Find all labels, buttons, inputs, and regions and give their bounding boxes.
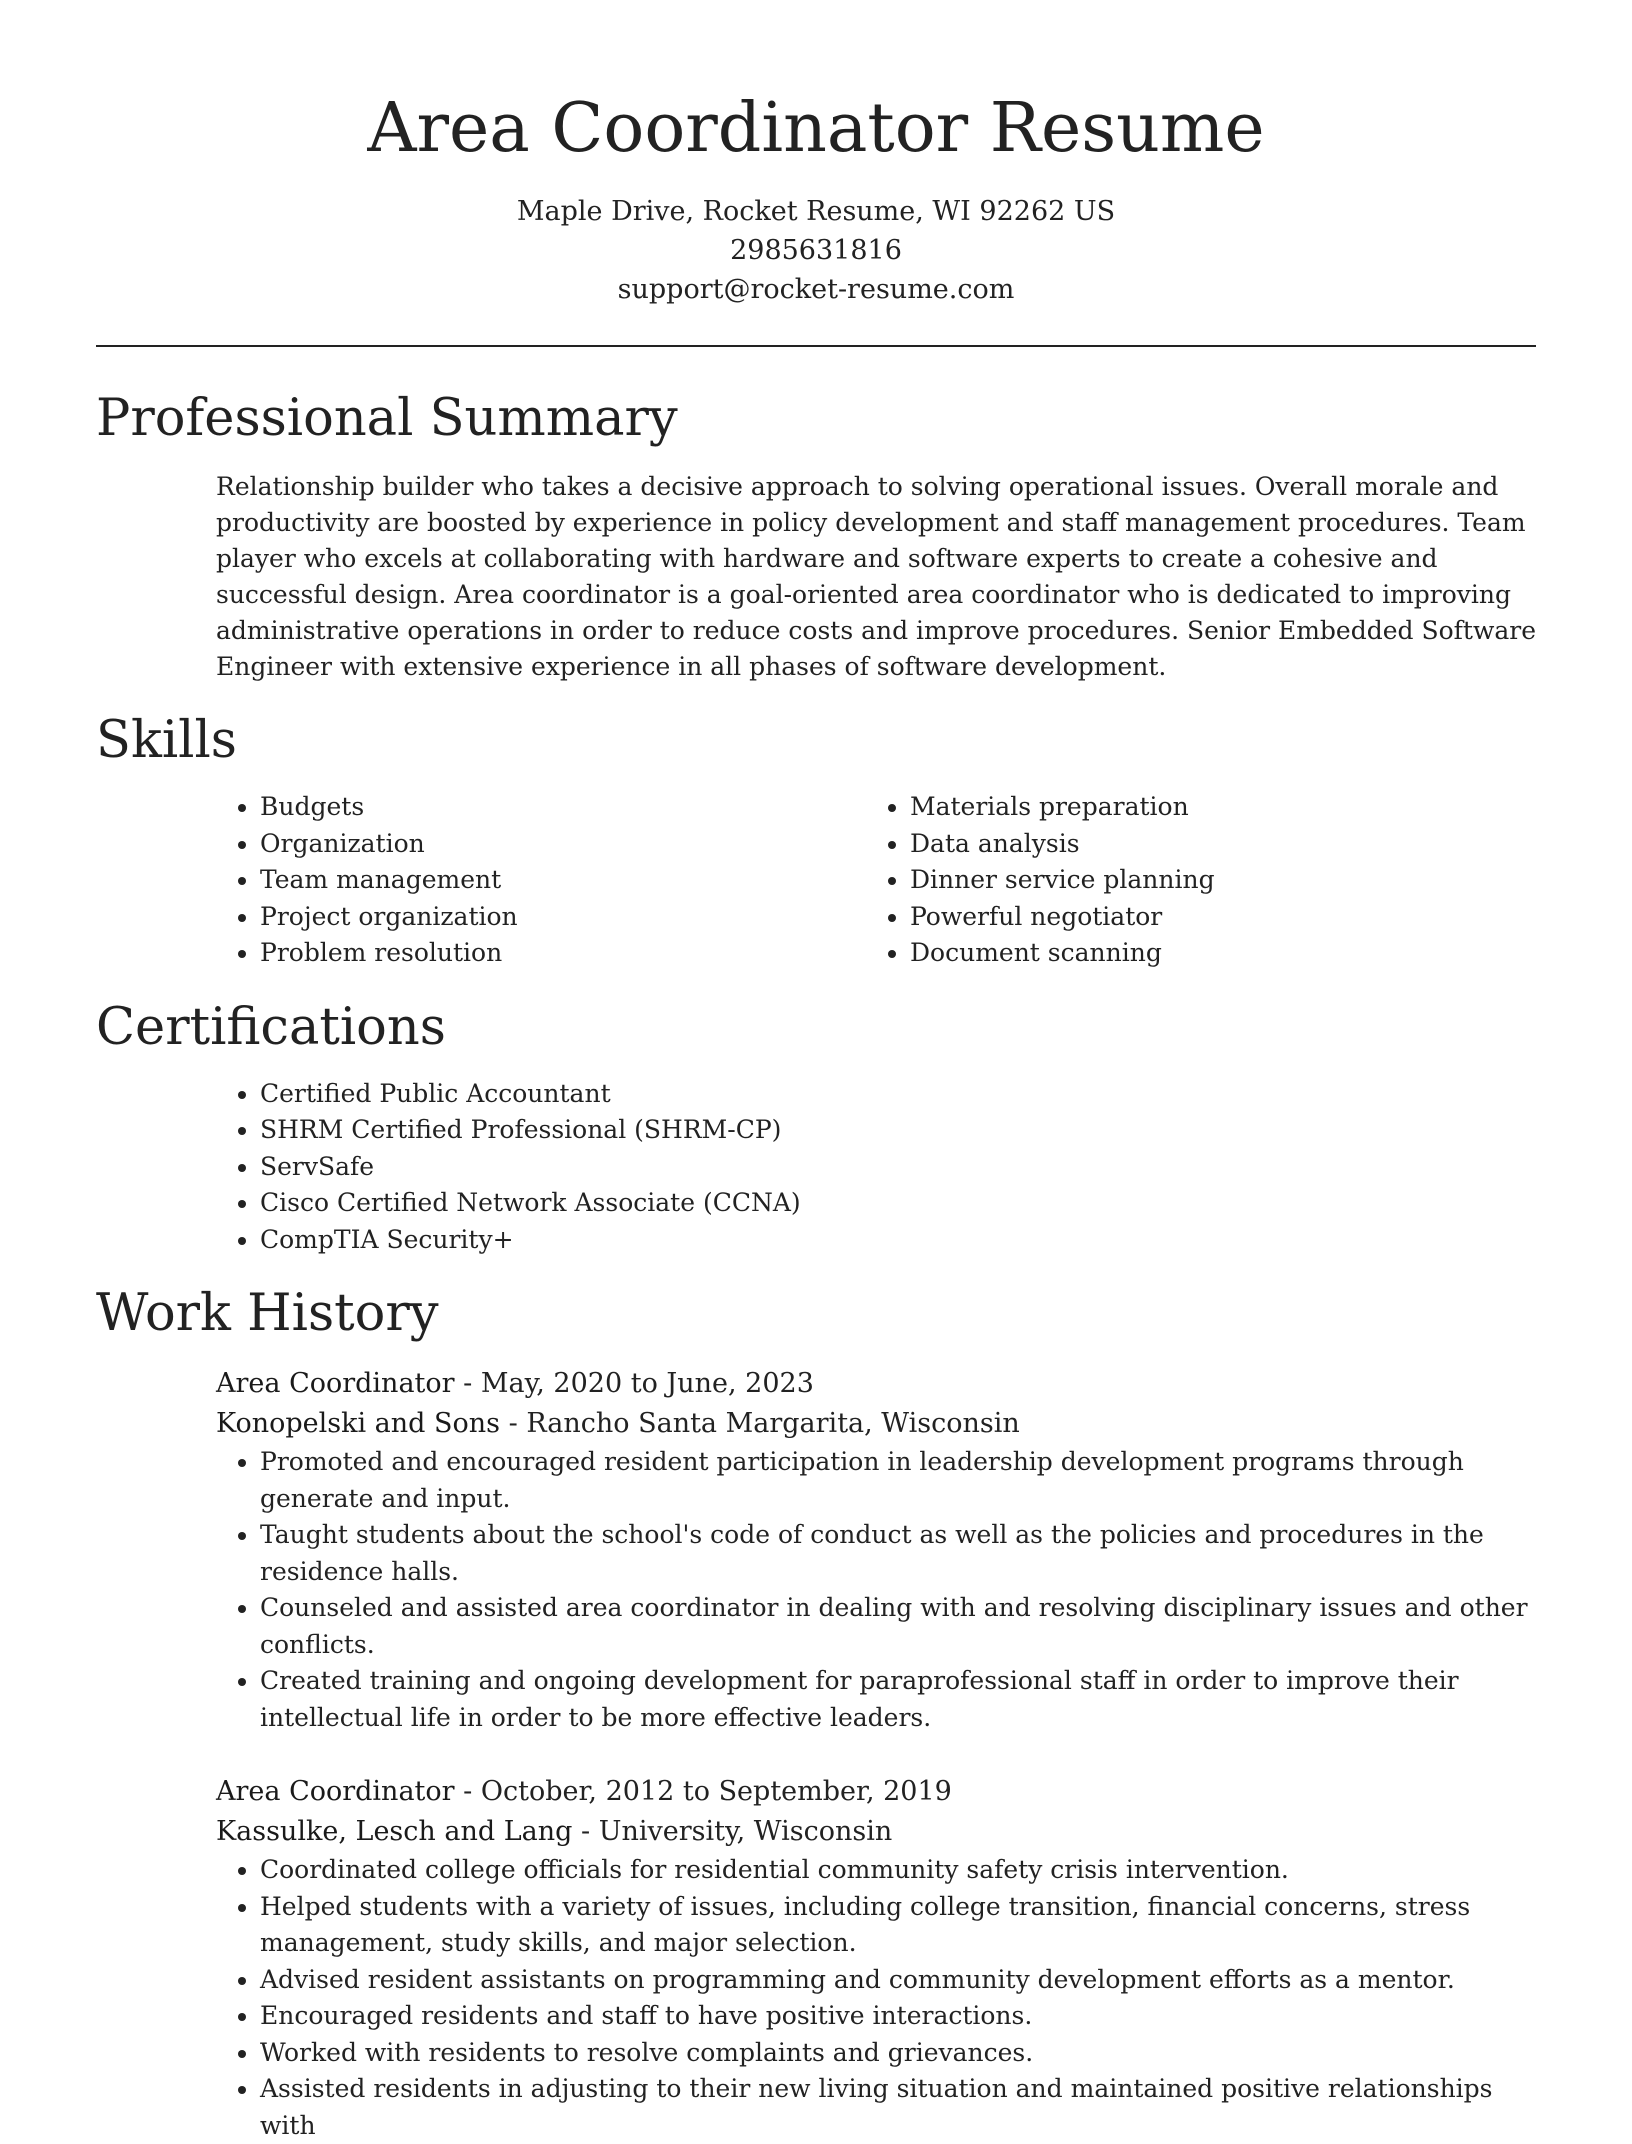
job-bullets [216, 1444, 1536, 1736]
job-location: - University, Wisconsin [572, 1816, 893, 1847]
resume-title: Area Coordinator Resume [367, 89, 1265, 168]
list-item: • Counseled and assisted area coordinator in dealing with and resolving disciplinary issues and other conflicts. [260, 1590, 1536, 1663]
header-divider [96, 345, 1536, 347]
list-item: • Organization [260, 826, 866, 863]
list-item: • Document scanning [910, 935, 1516, 972]
list-item: • Taught students about the school's code of conduct as well as the policies and procedures in the residence halls. [260, 1517, 1536, 1590]
list-item: • Worked with residents to resolve complaints and grievances. [260, 2035, 1536, 2072]
resume-page [96, 0, 1536, 2144]
list-item: • Promoted and encouraged resident participation in leadership development programs through generate and input. [260, 1444, 1536, 1517]
job-bullets [216, 1852, 1536, 2144]
job-title: Area Coordinator [216, 1368, 455, 1399]
skills-list-right [866, 789, 1516, 972]
list-item: • Coordinated college officials for residential community safety crisis intervention. [260, 1852, 1536, 1889]
work-history-heading: Work History [96, 1284, 439, 1343]
job-company: Konopelski and Sons [216, 1408, 501, 1439]
contact-address: Maple Drive, Rocket Resume, WI 92262 US [516, 196, 1116, 227]
certifications-heading: Certifications [96, 997, 446, 1057]
list-item: • Certified Public Accountant [260, 1076, 1536, 1113]
certifications-block [216, 1076, 1536, 1259]
skills-list-left [216, 789, 866, 972]
job-title: Area Coordinator [216, 1776, 455, 1807]
job-title-line [216, 1772, 1536, 1812]
list-item: • Powerful negotiator [910, 899, 1516, 936]
list-item: • Assisted residents in adjusting to their new living situation and maintained positive relationships with [260, 2071, 1536, 2144]
job-location: - Rancho Santa Margarita, Wisconsin [500, 1408, 1020, 1439]
list-item: • CompTIA Security+ [260, 1222, 1536, 1259]
list-item: • Budgets [260, 789, 866, 826]
job-dates: - October, 2012 to September, 2019 [454, 1776, 952, 1807]
list-item: • Cisco Certified Network Associate (CCNA) [260, 1185, 1536, 1222]
list-item: • Encouraged residents and staff to have positive interactions. [260, 1998, 1536, 2035]
list-item: • Helped students with a variety of issues, including college transition, financial concerns, stress management, study skills, and major selection. [260, 1889, 1536, 1962]
skills-column-left [216, 789, 866, 972]
list-item: • SHRM Certified Professional (SHRM-CP) [260, 1112, 1536, 1149]
job-company: Kassulke, Lesch and Lang [216, 1816, 573, 1847]
list-item: • Team management [260, 862, 866, 899]
job-company-line [216, 1812, 1536, 1852]
list-item: • ServSafe [260, 1149, 1536, 1186]
list-item: • Created training and ongoing development for paraprofessional staff in order to improve their intellectual life in order to be more effective leaders. [260, 1663, 1536, 1736]
list-item: • Advised resident assistants on programming and community development efforts as a mentor. [260, 1962, 1536, 1999]
certifications-list [216, 1076, 1536, 1259]
resume-header [96, 0, 1536, 309]
job-entry [216, 1364, 1536, 1736]
summary-heading: Professional Summary [96, 389, 678, 448]
list-item: • Problem resolution [260, 935, 866, 972]
job-entry [216, 1772, 1536, 2144]
contact-phone: 2985631816 [730, 235, 902, 266]
list-item: • Data analysis [910, 826, 1516, 863]
list-item: • Dinner service planning [910, 862, 1516, 899]
summary-text: Relationship builder who takes a decisive approach to solving operational issues. Overall morale and productivity are boosted by experience in policy development and staff management procedures. Team player who excels at collaborating with hardware and software experts to create a cohesive and successful design. Area coordinator is a goal-oriented area coordinator who is dedicated to improving administrative operations in order to reduce costs and improve procedures. Senior Embedded Software Engineer with extensive experience in all phases of software development. [216, 472, 1537, 681]
job-dates: - May, 2020 to June, 2023 [454, 1368, 814, 1399]
list-item: • Materials preparation [910, 789, 1516, 826]
skills-column-right [866, 789, 1516, 972]
contact-block [96, 192, 1536, 309]
contact-email: support@rocket-resume.com [617, 274, 1015, 305]
skills-heading: Skills [96, 711, 237, 770]
skills-columns [216, 789, 1536, 972]
job-company-line [216, 1404, 1536, 1444]
list-item: • Project organization [260, 899, 866, 936]
job-title-line [216, 1364, 1536, 1404]
